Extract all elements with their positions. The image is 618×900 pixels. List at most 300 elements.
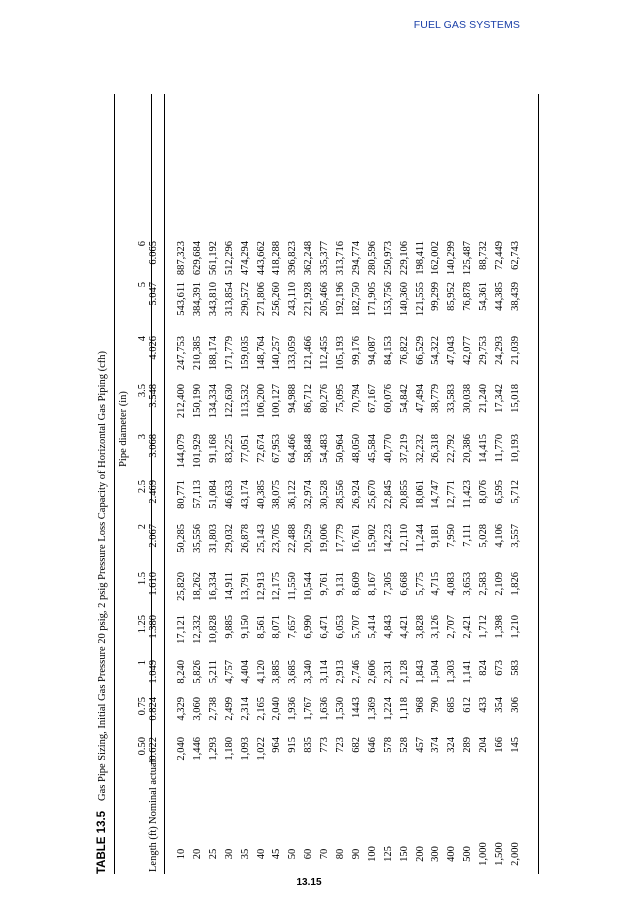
capacity-cell: 1,141 [462, 660, 474, 684]
capacity-cell: 188,174 [207, 336, 219, 371]
capacity-cell: 133,059 [287, 336, 299, 371]
capacity-cell: 685 [446, 697, 458, 713]
capacity-cell: 10,193 [509, 434, 521, 463]
capacity-cell: 153,756 [382, 282, 394, 317]
column-nominal-header: 3.5 [137, 384, 148, 398]
table-caption-text: Gas Pipe Sizing, Initial Gas Pressure 20 psig, 2 psig Pressure Loss Capacity of Horizontal Gas Piping (cfh) [97, 350, 108, 801]
table-row [239, 94, 253, 874]
capacity-cell: 723 [335, 737, 346, 753]
capacity-cell: 3,060 [191, 697, 203, 721]
capacity-cell: 682 [350, 737, 362, 753]
capacity-cell: 343,810 [207, 282, 219, 317]
capacity-cell: 29,753 [478, 336, 490, 365]
capacity-cell: 54,483 [319, 434, 331, 463]
capacity-cell: 243,110 [287, 282, 299, 316]
capacity-cell: 22,845 [382, 480, 394, 509]
table-caption [96, 94, 108, 874]
capacity-cell: 26,318 [430, 434, 442, 463]
capacity-cell: 150,190 [191, 384, 203, 419]
capacity-cell: 3,114 [319, 660, 331, 684]
capacity-cell: 7,950 [446, 524, 458, 548]
column-actual-header: 4.026 [148, 336, 159, 360]
capacity-cell: 4,715 [430, 572, 442, 596]
capacity-cell: 67,167 [366, 384, 378, 413]
capacity-cell: 84,153 [382, 336, 394, 365]
capacity-cell: 17,342 [494, 384, 505, 413]
capacity-cell: 1,180 [223, 737, 235, 761]
capacity-cell: 192,196 [335, 282, 346, 317]
capacity-cell: 17,121 [176, 615, 187, 644]
capacity-cell: 790 [430, 697, 442, 713]
capacity-cell: 271,806 [255, 282, 267, 317]
capacity-cell: 24,293 [494, 336, 505, 365]
capacity-cell: 6,053 [335, 615, 346, 639]
capacity-cell: 30,528 [319, 480, 331, 509]
capacity-cell: 75,095 [335, 384, 346, 413]
capacity-cell: 887,323 [176, 241, 187, 276]
capacity-cell: 10,544 [303, 572, 315, 601]
row-length: 500 [462, 846, 474, 862]
capacity-cell: 4,421 [398, 615, 410, 639]
capacity-cell: 5,712 [509, 480, 521, 504]
capacity-cell: 140,299 [446, 241, 458, 276]
capacity-cell: 5,775 [414, 572, 426, 596]
capacity-cell: 50,285 [176, 524, 187, 553]
capacity-cell: 148,764 [255, 336, 267, 371]
capacity-cell: 512,296 [223, 241, 235, 276]
capacity-cell: 28,556 [335, 480, 346, 509]
capacity-cell: 8,167 [366, 572, 378, 596]
capacity-cell: 1,504 [430, 660, 442, 684]
capacity-cell: 10,828 [207, 615, 219, 644]
capacity-cell: 88,732 [478, 241, 490, 270]
capacity-cell: 835 [303, 737, 315, 753]
capacity-cell: 1,446 [191, 737, 203, 761]
table-row [255, 94, 269, 874]
capacity-cell: 60,076 [382, 384, 394, 413]
capacity-cell: 8,561 [255, 615, 267, 639]
row-length: 100 [366, 846, 378, 862]
capacity-cell: 5,414 [366, 615, 378, 639]
column-nominal-header: 6 [137, 241, 148, 247]
capacity-cell: 289 [462, 737, 474, 753]
capacity-cell: 335,377 [319, 241, 331, 276]
capacity-cell: 7,657 [287, 615, 299, 639]
capacity-cell: 20,386 [462, 434, 474, 463]
capacity-cell: 543,611 [176, 282, 187, 316]
capacity-cell: 9,885 [223, 615, 235, 639]
table-row [223, 94, 237, 874]
row-length: 1,000 [478, 842, 490, 866]
capacity-cell: 9,131 [335, 572, 346, 596]
table-row [286, 94, 300, 874]
capacity-cell: 1,636 [319, 697, 331, 721]
capacity-cell: 433 [478, 697, 490, 713]
capacity-cell: 2,583 [478, 572, 490, 596]
capacity-cell: 12,332 [191, 615, 203, 644]
capacity-cell: 1,093 [239, 737, 251, 761]
row-length: 45 [271, 848, 283, 860]
capacity-cell: 18,262 [191, 572, 203, 601]
capacity-cell: 474,294 [239, 241, 251, 276]
capacity-cell: 6,595 [494, 480, 505, 504]
capacity-cell: 48,050 [350, 434, 362, 463]
capacity-cell: 4,329 [176, 697, 187, 721]
capacity-cell: 26,924 [350, 480, 362, 509]
capacity-cell: 5,211 [207, 660, 219, 684]
row-length: 80 [335, 848, 346, 860]
capacity-cell: 140,257 [271, 336, 283, 371]
capacity-cell: 14,223 [382, 524, 394, 553]
capacity-cell: 578 [382, 737, 394, 753]
capacity-cell: 2,040 [176, 737, 187, 761]
table-row [350, 94, 364, 874]
row-length: 90 [350, 848, 362, 860]
row-length: 30 [223, 848, 235, 860]
capacity-cell: 40,385 [255, 480, 267, 509]
capacity-cell: 134,334 [207, 384, 219, 419]
capacity-cell: 162,002 [430, 241, 442, 276]
column-nominal-header: 0.50 [137, 737, 148, 756]
capacity-cell: 46,633 [223, 480, 235, 509]
capacity-cell: 182,750 [350, 282, 362, 317]
capacity-cell: 204 [478, 737, 490, 753]
capacity-cell: 166 [494, 737, 505, 753]
column-actual-header: 1.049 [148, 660, 159, 684]
capacity-cell: 16,334 [207, 572, 219, 601]
capacity-cell: 4,120 [255, 660, 267, 684]
capacity-cell: 3,828 [414, 615, 426, 639]
row-length: 60 [303, 848, 315, 860]
capacity-cell: 16,761 [350, 524, 362, 553]
capacity-cell: 3,340 [303, 660, 315, 684]
capacity-cell: 290,572 [239, 282, 251, 317]
capacity-cell: 1,369 [366, 697, 378, 721]
capacity-cell: 4,083 [446, 572, 458, 596]
column-nominal-header: 0.75 [137, 697, 148, 716]
capacity-cell: 2,314 [239, 697, 251, 721]
capacity-cell: 64,466 [287, 434, 299, 463]
capacity-cell: 100,127 [271, 384, 283, 419]
capacity-cell: 229,106 [398, 241, 410, 276]
capacity-cell: 1,767 [303, 697, 315, 721]
capacity-cell: 2,040 [271, 697, 283, 721]
capacity-cell: 205,466 [319, 282, 331, 317]
capacity-cell: 247,753 [176, 336, 187, 371]
running-head: FUEL GAS SYSTEMS [413, 19, 520, 31]
capacity-cell: 122,630 [223, 384, 235, 419]
capacity-cell: 20,529 [303, 524, 315, 553]
capacity-cell: 25,820 [176, 572, 187, 601]
table-row [175, 94, 189, 874]
capacity-cell: 1,398 [494, 615, 505, 639]
group-header: Pipe diameter (in) [118, 391, 129, 467]
capacity-cell: 85,952 [446, 282, 458, 311]
capacity-cell: 457 [414, 737, 426, 753]
table-row [207, 94, 221, 874]
capacity-cell: 915 [287, 737, 299, 753]
length-header: Length (ft) [148, 826, 159, 872]
capacity-cell: 121,466 [303, 336, 315, 371]
page-number: 13.15 [296, 877, 322, 888]
table-row [398, 94, 412, 874]
capacity-cell: 629,684 [191, 241, 203, 276]
capacity-cell: 47,043 [446, 336, 458, 365]
capacity-cell: 17,779 [335, 524, 346, 553]
nominal-actual-header: Nominal actual [148, 759, 159, 824]
capacity-cell: 12,913 [255, 572, 267, 601]
column-actual-header: 3.548 [148, 384, 159, 408]
table-row [318, 94, 332, 874]
capacity-cell: 3,653 [462, 572, 474, 596]
capacity-cell: 99,299 [430, 282, 442, 311]
capacity-cell: 1,712 [478, 615, 490, 639]
capacity-cell: 313,716 [335, 241, 346, 276]
capacity-cell: 11,423 [462, 480, 474, 509]
table-row [445, 94, 459, 874]
row-length: 70 [319, 848, 331, 860]
capacity-cell: 561,192 [207, 241, 219, 276]
capacity-cell: 212,400 [176, 384, 187, 419]
capacity-cell: 43,174 [239, 480, 251, 509]
capacity-cell: 58,848 [303, 434, 315, 463]
capacity-cell: 5,028 [478, 524, 490, 548]
capacity-cell: 44,385 [494, 282, 505, 311]
capacity-cell: 35,556 [191, 524, 203, 553]
capacity-cell: 198,411 [414, 241, 426, 275]
column-nominal-header: 1.25 [137, 615, 148, 634]
capacity-cell: 72,674 [255, 434, 267, 463]
row-length: 150 [398, 846, 410, 862]
table-row [493, 94, 507, 874]
capacity-cell: 964 [271, 737, 283, 753]
column-actual-header: 2.067 [148, 524, 159, 548]
row-length: 1,500 [494, 842, 505, 866]
capacity-cell: 294,774 [350, 241, 362, 276]
capacity-cell: 1,118 [398, 697, 410, 721]
capacity-cell: 3,557 [509, 524, 521, 548]
row-length: 300 [430, 846, 442, 862]
capacity-cell: 1,303 [446, 660, 458, 684]
capacity-cell: 40,770 [382, 434, 394, 463]
capacity-cell: 14,415 [478, 434, 490, 463]
capacity-cell: 66,529 [414, 336, 426, 365]
table-row [191, 94, 205, 874]
capacity-cell: 773 [319, 737, 331, 753]
table-row [302, 94, 316, 874]
capacity-cell: 612 [462, 697, 474, 713]
column-nominal-header: 2 [137, 524, 148, 530]
capacity-cell: 210,385 [191, 336, 203, 371]
top-rule [114, 94, 115, 874]
capacity-cell: 1,936 [287, 697, 299, 721]
capacity-cell: 11,550 [287, 572, 299, 601]
capacity-cell: 250,973 [382, 241, 394, 276]
capacity-cell: 8,609 [350, 572, 362, 596]
table-row [382, 94, 396, 874]
capacity-cell: 1,826 [509, 572, 521, 596]
column-actual-header: 1.380 [148, 615, 159, 639]
capacity-cell: 67,953 [271, 434, 283, 463]
capacity-cell: 4,843 [382, 615, 394, 639]
capacity-cell: 5,826 [191, 660, 203, 684]
column-nominal-header: 4 [137, 336, 148, 342]
capacity-cell: 1,224 [382, 697, 394, 721]
capacity-cell: 2,109 [494, 572, 505, 596]
capacity-cell: 1,210 [509, 615, 521, 639]
capacity-cell: 7,111 [462, 524, 474, 547]
capacity-cell: 396,823 [287, 241, 299, 276]
capacity-cell: 37,219 [398, 434, 410, 463]
capacity-cell: 76,878 [462, 282, 474, 311]
capacity-cell: 57,113 [191, 480, 203, 509]
capacity-cell: 4,757 [223, 660, 235, 684]
capacity-cell: 18,061 [414, 480, 426, 509]
row-length: 50 [287, 848, 299, 860]
capacity-cell: 113,532 [239, 384, 251, 418]
capacity-cell: 384,391 [191, 282, 203, 317]
capacity-cell: 80,771 [176, 480, 187, 509]
row-length: 200 [414, 846, 426, 862]
capacity-cell: 1443 [350, 697, 362, 718]
capacity-cell: 94,988 [287, 384, 299, 413]
capacity-cell: 72,449 [494, 241, 505, 270]
capacity-cell: 171,905 [366, 282, 378, 317]
capacity-cell: 121,555 [414, 282, 426, 317]
capacity-cell: 15,018 [509, 384, 521, 413]
capacity-cell: 4,106 [494, 524, 505, 548]
capacity-cell: 418,288 [271, 241, 283, 276]
capacity-cell: 646 [366, 737, 378, 753]
row-length: 125 [382, 846, 394, 862]
capacity-cell: 144,079 [176, 434, 187, 469]
capacity-cell: 4,404 [239, 660, 251, 684]
capacity-cell: 13,791 [239, 572, 251, 601]
capacity-cell: 21,039 [509, 336, 521, 365]
column-actual-header: 5.047 [148, 282, 159, 306]
row-length: 10 [176, 848, 187, 860]
capacity-cell: 70,794 [350, 384, 362, 413]
capacity-cell: 86,712 [303, 384, 315, 413]
capacity-cell: 9,761 [319, 572, 331, 596]
capacity-cell: 12,771 [446, 480, 458, 509]
capacity-cell: 47,494 [414, 384, 426, 413]
capacity-cell: 140,360 [398, 282, 410, 317]
capacity-cell: 125,487 [462, 241, 474, 276]
capacity-cell: 221,928 [303, 282, 315, 317]
table-row [414, 94, 428, 874]
capacity-cell: 31,803 [207, 524, 219, 553]
table-row [477, 94, 491, 874]
capacity-cell: 33,583 [446, 384, 458, 413]
capacity-cell: 313,854 [223, 282, 235, 317]
table-row [334, 94, 348, 874]
capacity-cell: 9,150 [239, 615, 251, 639]
column-actual-header: 2.469 [148, 480, 159, 504]
capacity-cell: 105,193 [335, 336, 346, 371]
column-actual-header: 0.824 [148, 697, 159, 721]
column-nominal-header: 2.5 [137, 480, 148, 494]
capacity-cell: 1,530 [335, 697, 346, 721]
bottom-rule [538, 94, 539, 874]
capacity-cell: 76,822 [398, 336, 410, 365]
row-length: 20 [191, 848, 203, 860]
table-number: TABLE 13.5 [96, 810, 108, 874]
capacity-cell: 38,779 [430, 384, 442, 413]
capacity-cell: 77,051 [239, 434, 251, 463]
capacity-cell: 54,322 [430, 336, 442, 365]
capacity-cell: 324 [446, 737, 458, 753]
capacity-cell: 6,668 [398, 572, 410, 596]
capacity-cell: 1,843 [414, 660, 426, 684]
capacity-cell: 29,032 [223, 524, 235, 553]
capacity-cell: 112,455 [319, 336, 331, 370]
capacity-cell: 3,126 [430, 615, 442, 639]
column-actual-header: 1.610 [148, 572, 159, 596]
capacity-cell: 30,038 [462, 384, 474, 413]
capacity-cell: 2,738 [207, 697, 219, 721]
capacity-cell: 6,990 [303, 615, 315, 639]
table-row [429, 94, 443, 874]
table-row [461, 94, 475, 874]
capacity-cell: 824 [478, 660, 490, 676]
capacity-cell: 2,913 [335, 660, 346, 684]
capacity-cell: 11,244 [414, 524, 426, 553]
header-rule [164, 94, 165, 874]
capacity-cell: 256,260 [271, 282, 283, 317]
capacity-cell: 2,165 [255, 697, 267, 721]
column-actual-header: 3.068 [148, 434, 159, 458]
table-row [366, 94, 380, 874]
capacity-cell: 145 [509, 737, 521, 753]
capacity-cell: 32,974 [303, 480, 315, 509]
capacity-cell: 12,110 [398, 524, 410, 553]
capacity-cell: 2,421 [462, 615, 474, 639]
capacity-cell: 2,331 [382, 660, 394, 684]
column-nominal-header: 1.5 [137, 572, 148, 586]
capacity-cell: 94,087 [366, 336, 378, 365]
capacity-cell: 2,746 [350, 660, 362, 684]
capacity-cell: 99,176 [350, 336, 362, 365]
column-nominal-header: 5 [137, 282, 148, 288]
capacity-cell: 5,707 [350, 615, 362, 639]
column-nominal-header: 1 [137, 660, 148, 666]
capacity-cell: 1,022 [255, 737, 267, 761]
capacity-cell: 8,076 [478, 480, 490, 504]
capacity-cell: 51,084 [207, 480, 219, 509]
capacity-cell: 2,606 [366, 660, 378, 684]
capacity-cell: 673 [494, 660, 505, 676]
capacity-cell: 62,743 [509, 241, 521, 270]
capacity-cell: 22,488 [287, 524, 299, 553]
capacity-cell: 38,439 [509, 282, 521, 311]
capacity-cell: 38,075 [271, 480, 283, 509]
capacity-cell: 26,878 [239, 524, 251, 553]
capacity-cell: 36,122 [287, 480, 299, 509]
capacity-cell: 528 [398, 737, 410, 753]
row-length: 2,000 [509, 842, 521, 866]
capacity-cell: 3,885 [271, 660, 283, 684]
capacity-cell: 80,276 [319, 384, 331, 413]
capacity-cell: 14,747 [430, 480, 442, 509]
capacity-cell: 11,770 [494, 434, 505, 463]
capacity-cell: 171,779 [223, 336, 235, 371]
row-length: 25 [207, 848, 219, 860]
capacity-cell: 159,035 [239, 336, 251, 371]
capacity-cell: 50,964 [335, 434, 346, 463]
capacity-cell: 23,705 [271, 524, 283, 553]
capacity-cell: 374 [430, 737, 442, 753]
